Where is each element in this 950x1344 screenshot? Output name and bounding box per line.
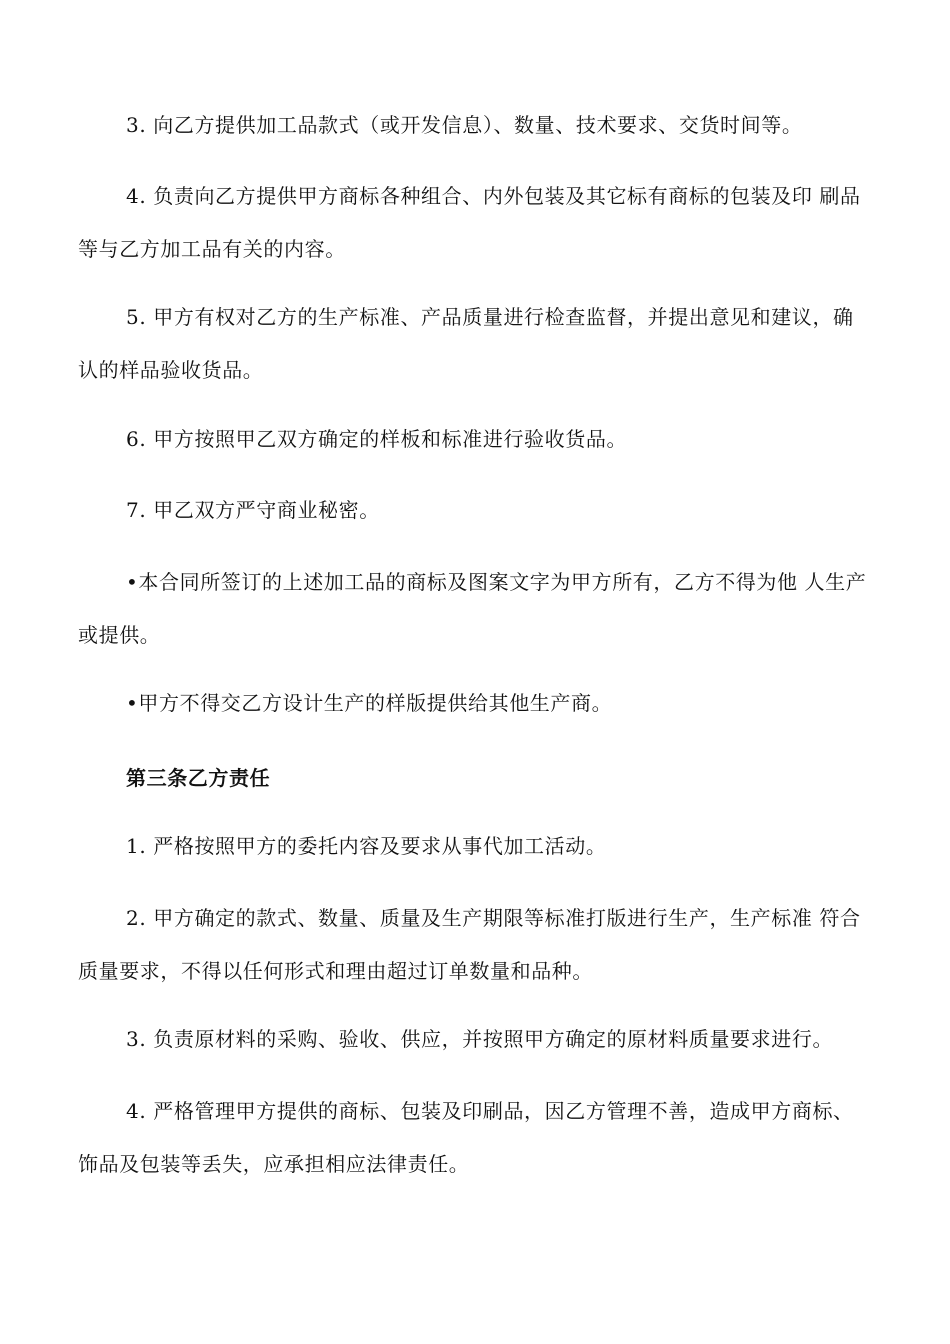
paragraph-item-6: 6. 甲方按照甲乙双方确定的样板和标准进行验收货品。: [126, 427, 628, 451]
section-paragraph-3: 3. 负责原材料的采购、验收、供应，并按照甲方确定的原材料质量要求进行。: [126, 1027, 834, 1051]
section-paragraph-4: 4. 严格管理甲方提供的商标、包装及印刷品，因乙方管理不善，造成甲方商标、饰品及包装等丢失，应承担相应法律责任。: [78, 1099, 854, 1176]
paragraph-item-5: 5. 甲方有权对乙方的生产标准、产品质量进行检查监督，并提出意见和建议，确认的样品验收货品。: [78, 305, 854, 382]
section-paragraph-2: 2. 甲方确定的款式、数量、质量及生产期限等标准打版进行生产，生产标准 符合 质量要求，不得以任何形式和理由超过订单数量和品种。: [78, 906, 861, 983]
paragraph-bullet-trademark: •本合同所签订的上述加工品的商标及图案文字为甲方所有，乙方不得为他 人生产或提供。: [78, 570, 867, 647]
paragraph-item-4: 4. 负责向乙方提供甲方商标各种组合、内外包装及其它标有商标的包装及印 刷品等与乙方加工品有关的内容。: [78, 184, 861, 261]
section-heading: 第三条乙方责任: [126, 766, 271, 790]
paragraph-item-3: 3. 向乙方提供加工品款式（或开发信息）、数量、技术要求、交货时间等。: [126, 113, 803, 137]
paragraph-item-7: 7. 甲乙双方严守商业秘密。: [126, 498, 380, 522]
section-paragraph-1: 1. 严格按照甲方的委托内容及要求从事代加工活动。: [126, 834, 607, 858]
paragraph-bullet-samples: •甲方不得交乙方设计生产的样版提供给其他生产商。: [126, 691, 613, 715]
